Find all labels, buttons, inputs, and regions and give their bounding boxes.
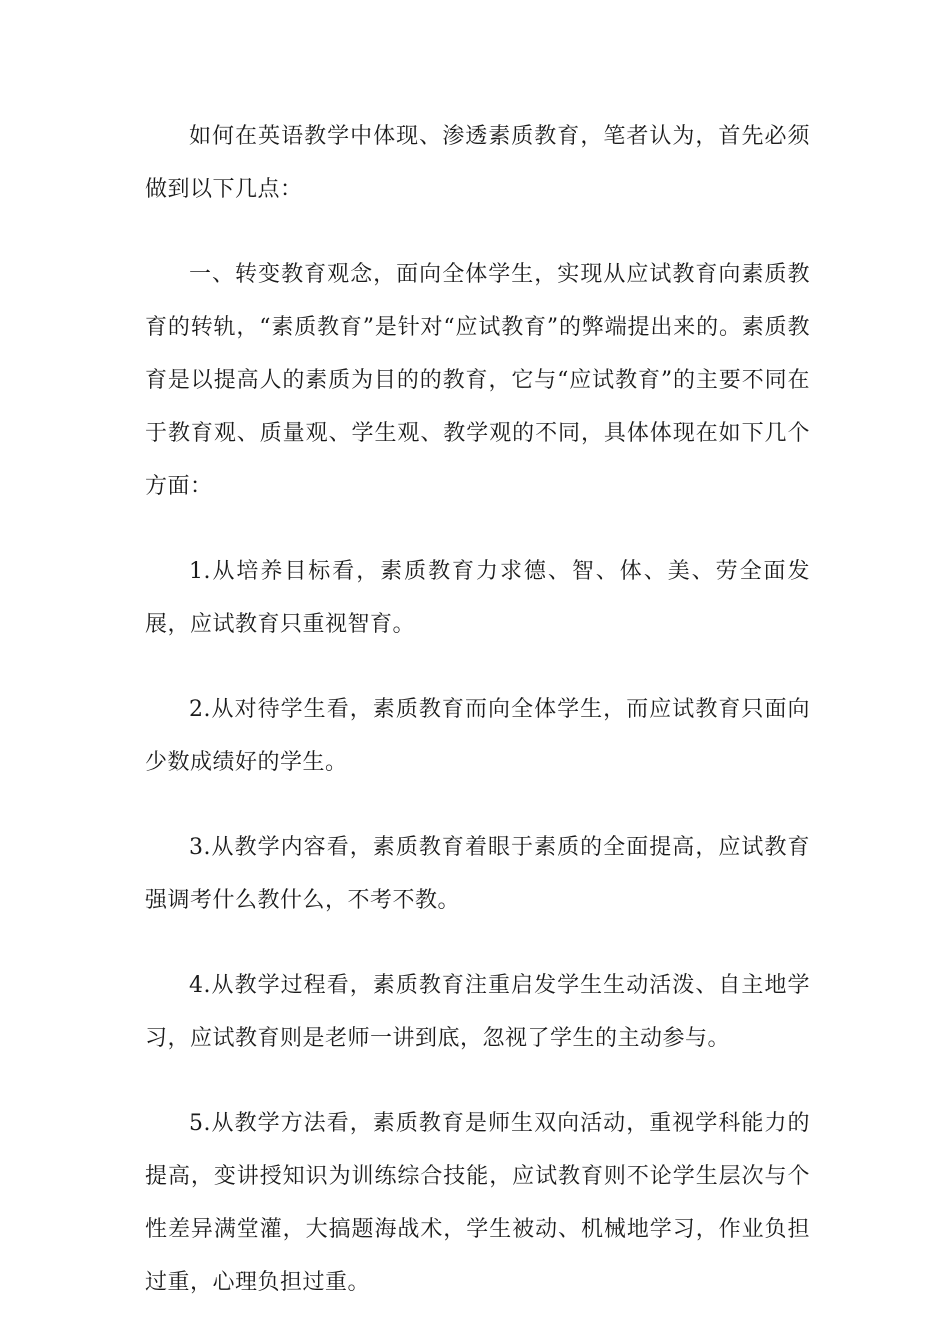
section-one-paragraph: 一、转变教育观念，面向全体学生，实现从应试教育向素质教育的转轨，“素质教育”是针对“应试教育”的弊端提出来的。素质教育是以提高人的素质为目的的教育，它与“应试教育”的主要不同在于教育观、质量观、学生观、教学观的不同，具体体现在如下几个方面： (145, 262, 810, 499)
document-page (145, 110, 810, 1341)
point-2-paragraph: 2.从对待学生看，素质教育而向全体学生，而应试教育只面向少数成绩好的学生。 (145, 697, 810, 775)
point-4-paragraph: 4.从教学过程看，素质教育注重启发学生生动活泼、自主地学习，应试教育则是老师一讲到底，忽视了学生的主动参与。 (145, 973, 810, 1051)
point-1-paragraph: 1.从培养目标看，素质教育力求德、智、体、美、劳全面发展，应试教育只重视智育。 (145, 559, 810, 637)
intro-paragraph: 如何在英语教学中体现、渗透素质教育，笔者认为，首先必须做到以下几点： (145, 124, 810, 202)
point-5-paragraph: 5.从教学方法看，素质教育是师生双向活动，重视学科能力的提高，变讲授知识为训练综合技能，应试教育则不论学生层次与个性差异满堂灌，大搞题海战术，学生被动、机械地学习，作业负担过重，心理负担过重。 (145, 1111, 810, 1295)
point-3-paragraph: 3.从教学内容看，素质教育着眼于素质的全面提高，应试教育强调考什么教什么，不考不教。 (145, 835, 810, 913)
